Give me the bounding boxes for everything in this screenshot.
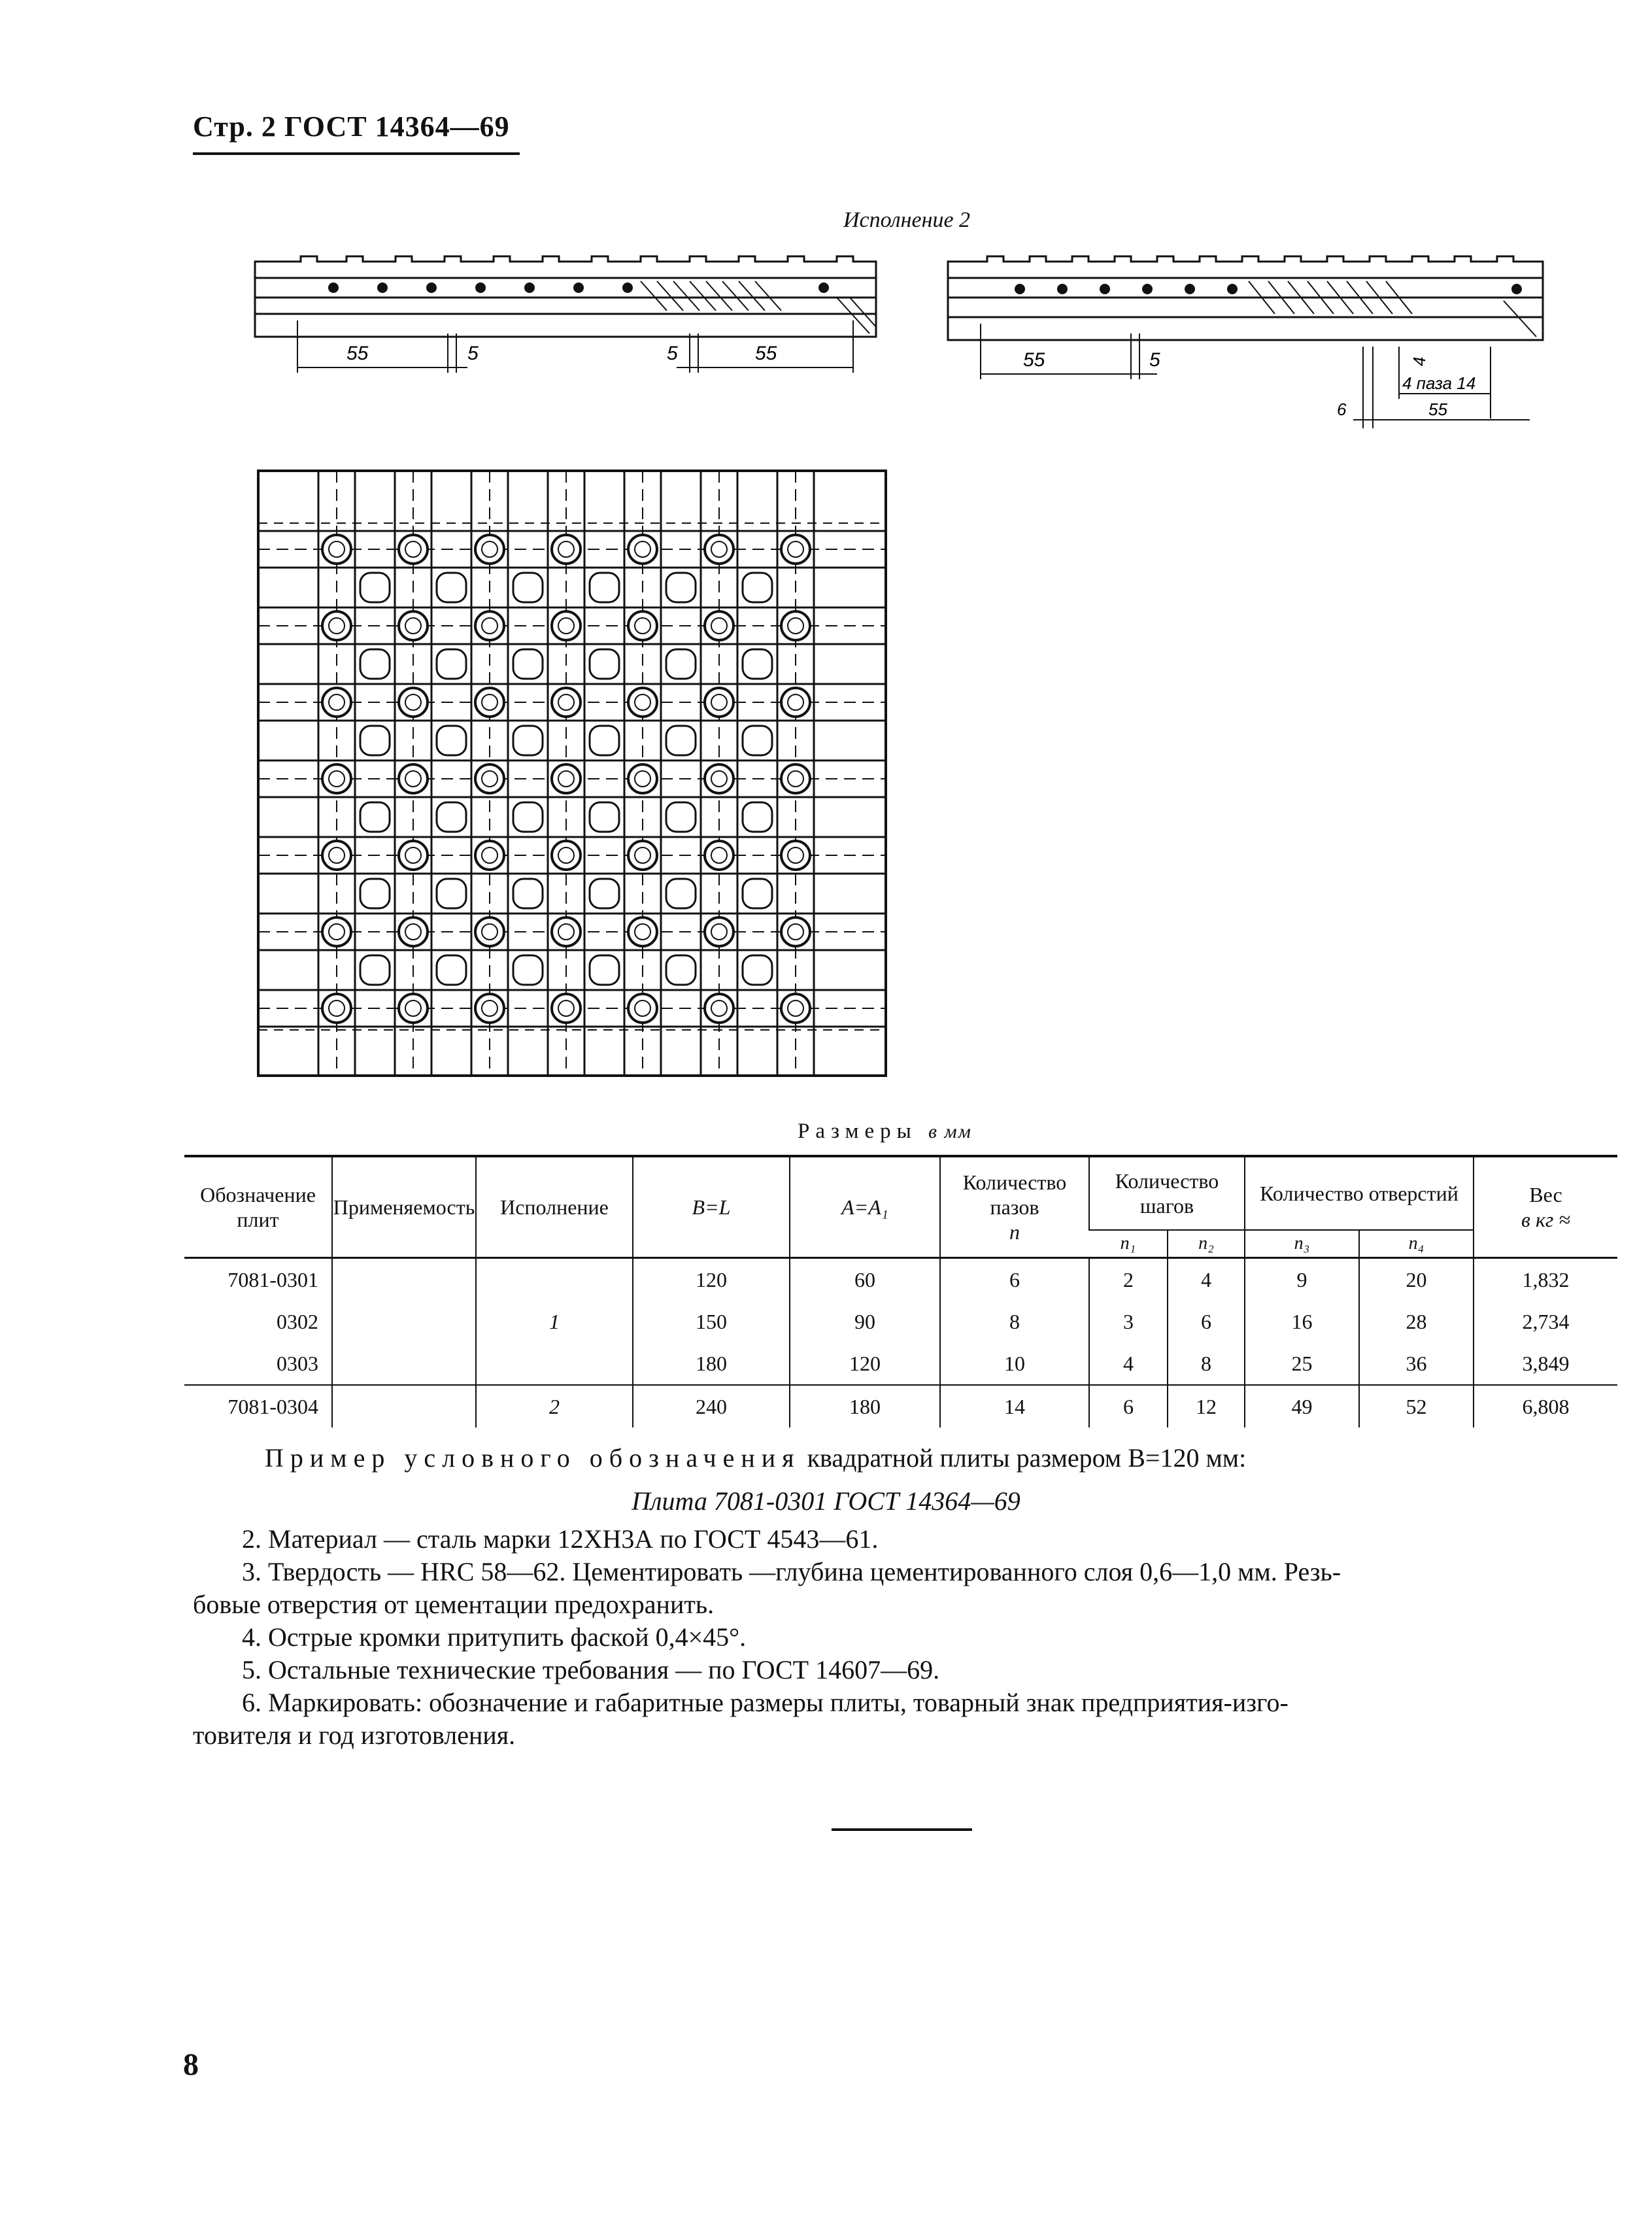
cell-a-a1: 90 <box>790 1301 940 1342</box>
pocket <box>513 802 543 832</box>
hole <box>552 688 581 717</box>
th-grooves-n: n <box>1009 1220 1020 1244</box>
cell-n2: 12 <box>1168 1385 1245 1427</box>
dim-55-v2-b: 55 <box>1428 400 1447 419</box>
hole <box>552 611 581 640</box>
pocket <box>590 649 619 679</box>
sizes-caption <box>798 1119 972 1144</box>
hole <box>475 535 504 564</box>
requirement-6-cont: товителя и год изготовления. <box>193 1720 516 1750</box>
pocket <box>513 649 543 679</box>
pocket <box>437 802 466 832</box>
hole <box>399 611 428 640</box>
pocket <box>360 649 390 679</box>
cell-n1: 6 <box>1089 1385 1168 1427</box>
pocket <box>437 649 466 679</box>
th-n1: n₁ <box>1089 1230 1168 1258</box>
pocket <box>437 879 466 908</box>
hole <box>475 841 504 870</box>
hole <box>705 611 733 640</box>
hole <box>781 841 810 870</box>
cell-n3: 16 <box>1245 1301 1359 1342</box>
cell-n2: 6 <box>1168 1301 1245 1342</box>
plan-view-drawing <box>255 468 889 1085</box>
hole <box>322 688 351 717</box>
cell-n3: 49 <box>1245 1385 1359 1427</box>
pocket <box>666 573 696 602</box>
hole <box>781 917 810 946</box>
example-line <box>265 1443 1246 1473</box>
dim-grooves-v2: 4 паза 14 <box>1402 373 1476 393</box>
pocket <box>666 726 696 755</box>
cell-applicability <box>332 1385 476 1427</box>
table-row <box>184 1258 1617 1301</box>
pocket <box>666 879 696 908</box>
hole <box>399 917 428 946</box>
dim-6-v2: 6 <box>1337 400 1347 419</box>
hole <box>705 917 733 946</box>
requirement-3: 3. Твердость — HRC 58—62. Цементировать —глубина цементированного слоя 0,6—1,0 мм. Резь- <box>242 1557 1341 1586</box>
cell-variant-1: 1 <box>476 1258 633 1386</box>
hole <box>705 994 733 1023</box>
page-number: 8 <box>183 2047 199 2082</box>
variant-label: Исполнение 2 <box>843 208 971 232</box>
requirement-4: 4. Острые кромки притупить фаской 0,4×45°. <box>242 1622 747 1652</box>
pocket <box>437 955 466 985</box>
header-page: Стр. 2 <box>193 111 277 143</box>
hole <box>399 535 428 564</box>
example-lead: Пример условного обозначения <box>265 1443 801 1473</box>
table-row <box>184 1301 1617 1342</box>
cell-n4: 20 <box>1359 1258 1474 1301</box>
section-view-variant-2 <box>941 248 1569 438</box>
requirement-6: 6. Маркировать: обозначение и габаритные размеры плиты, товарный знак предприятия-изго- <box>242 1688 1289 1717</box>
hole <box>399 994 428 1023</box>
hole <box>322 841 351 870</box>
th-steps: Количество шагов <box>1089 1156 1245 1230</box>
th-n2: n₂ <box>1168 1230 1245 1258</box>
hole <box>628 535 657 564</box>
hole <box>399 841 428 870</box>
th-n4: n₄ <box>1359 1230 1474 1258</box>
hole <box>552 764 581 793</box>
th-designation: Обозначение плит <box>184 1156 332 1258</box>
hole <box>475 994 504 1023</box>
hole <box>628 917 657 946</box>
hole <box>705 688 733 717</box>
dimensions-table <box>184 1155 1617 1427</box>
cell-n4: 52 <box>1359 1385 1474 1427</box>
hole <box>399 688 428 717</box>
cell-b-l: 120 <box>633 1258 790 1301</box>
th-holes: Количество отверстий <box>1245 1156 1474 1230</box>
example-text: квадратной плиты размером B=120 мм: <box>807 1443 1247 1473</box>
hole <box>322 535 351 564</box>
cell-n1: 3 <box>1089 1301 1168 1342</box>
cell-designation: 0303 <box>277 1351 318 1375</box>
hole <box>781 764 810 793</box>
cell-applicability <box>332 1301 476 1342</box>
cell-n: 10 <box>940 1342 1089 1385</box>
cell-n3: 25 <box>1245 1342 1359 1385</box>
pocket <box>513 955 543 985</box>
hole <box>628 688 657 717</box>
pocket <box>360 726 390 755</box>
sizes-caption-text: Размеры <box>798 1119 917 1143</box>
pocket <box>743 955 772 985</box>
pocket <box>590 955 619 985</box>
hole <box>322 917 351 946</box>
pocket <box>743 879 772 908</box>
hole <box>628 841 657 870</box>
th-weight-unit: в кг ≈ <box>1521 1208 1570 1231</box>
pocket <box>590 879 619 908</box>
hole <box>781 611 810 640</box>
hole <box>705 841 733 870</box>
requirement-5: 5. Остальные технические требования — по ГОСТ 14607—69. <box>242 1655 940 1684</box>
hole <box>475 611 504 640</box>
header-standard: ГОСТ 14364—69 <box>284 111 510 143</box>
th-applicability: Применяемость <box>332 1156 476 1258</box>
hole <box>399 764 428 793</box>
pocket <box>666 649 696 679</box>
example-code: Плита 7081-0301 ГОСТ 14364—69 <box>632 1486 1020 1516</box>
cell-b-l: 240 <box>633 1385 790 1427</box>
th-weight <box>1474 1156 1617 1258</box>
th-a-a1: A=A₁ <box>790 1156 940 1258</box>
dim-55-left: 55 <box>346 343 369 364</box>
cell-n: 8 <box>940 1301 1089 1342</box>
pocket <box>743 726 772 755</box>
hole <box>322 994 351 1023</box>
hole <box>322 764 351 793</box>
cell-n: 6 <box>940 1258 1089 1301</box>
dim-55-v2: 55 <box>1023 349 1045 371</box>
hole <box>705 535 733 564</box>
table-row <box>184 1385 1617 1427</box>
cell-n4: 28 <box>1359 1301 1474 1342</box>
cell-n3: 9 <box>1245 1258 1359 1301</box>
pocket <box>360 879 390 908</box>
hole <box>628 994 657 1023</box>
cell-n1: 4 <box>1089 1342 1168 1385</box>
end-rule <box>832 1828 972 1831</box>
pocket <box>743 802 772 832</box>
th-grooves <box>940 1156 1089 1258</box>
cell-weight: 1,832 <box>1474 1258 1617 1301</box>
cell-weight: 2,734 <box>1474 1301 1617 1342</box>
pocket <box>360 573 390 602</box>
requirement-3-cont: бовые отверстия от цементации предохранить. <box>193 1590 715 1619</box>
hole <box>552 917 581 946</box>
hole <box>475 688 504 717</box>
pocket <box>743 573 772 602</box>
hole <box>705 764 733 793</box>
cell-n2: 4 <box>1168 1258 1245 1301</box>
pocket <box>590 726 619 755</box>
sizes-caption-unit: в мм <box>928 1121 972 1142</box>
hole <box>781 688 810 717</box>
cell-a-a1: 60 <box>790 1258 940 1301</box>
cell-n1: 2 <box>1089 1258 1168 1301</box>
cell-applicability <box>332 1258 476 1301</box>
cell-n2: 8 <box>1168 1342 1245 1385</box>
dim-5-left: 5 <box>467 343 479 364</box>
th-weight-label: Вес <box>1529 1183 1562 1206</box>
th-n3: n₃ <box>1245 1230 1359 1258</box>
table-row <box>184 1342 1617 1385</box>
pocket <box>590 802 619 832</box>
dim-5-v2: 5 <box>1149 349 1160 371</box>
pocket <box>360 955 390 985</box>
th-grooves-label: Количество пазов <box>962 1170 1067 1219</box>
dim-55-right: 55 <box>755 343 777 364</box>
requirement-2: 2. Материал — сталь марки 12ХН3А по ГОСТ 4543—61. <box>242 1524 879 1554</box>
cell-designation: 7081-0304 <box>184 1385 332 1427</box>
pocket <box>666 955 696 985</box>
hole <box>781 535 810 564</box>
cell-weight: 3,849 <box>1474 1342 1617 1385</box>
cell-b-l: 180 <box>633 1342 790 1385</box>
hole <box>552 841 581 870</box>
pocket <box>513 726 543 755</box>
hole <box>552 535 581 564</box>
cell-n: 14 <box>940 1385 1089 1427</box>
pocket <box>513 879 543 908</box>
pocket <box>590 573 619 602</box>
page-header <box>193 110 510 143</box>
cell-a-a1: 120 <box>790 1342 940 1385</box>
dim-4-v2: 4 <box>1409 356 1429 366</box>
header-underline <box>193 152 520 155</box>
cell-designation: 0302 <box>277 1309 318 1333</box>
hole <box>628 764 657 793</box>
cell-a-a1: 180 <box>790 1385 940 1427</box>
cell-b-l: 150 <box>633 1301 790 1342</box>
pocket <box>743 649 772 679</box>
th-variant: Исполнение <box>476 1156 633 1258</box>
dim-5-right: 5 <box>667 343 678 364</box>
hole <box>552 994 581 1023</box>
pocket <box>666 802 696 832</box>
hole <box>781 994 810 1023</box>
pocket <box>513 573 543 602</box>
th-b-l: B=L <box>633 1156 790 1258</box>
pocket <box>437 573 466 602</box>
pocket <box>360 802 390 832</box>
hole <box>475 917 504 946</box>
hole <box>322 611 351 640</box>
hole <box>628 611 657 640</box>
cell-n4: 36 <box>1359 1342 1474 1385</box>
cell-variant: 2 <box>476 1385 633 1427</box>
section-view-variant-1 <box>248 248 889 412</box>
cell-weight: 6,808 <box>1474 1385 1617 1427</box>
cell-applicability <box>332 1342 476 1385</box>
cell-designation: 7081-0301 <box>228 1267 318 1291</box>
pocket <box>437 726 466 755</box>
hole <box>475 764 504 793</box>
